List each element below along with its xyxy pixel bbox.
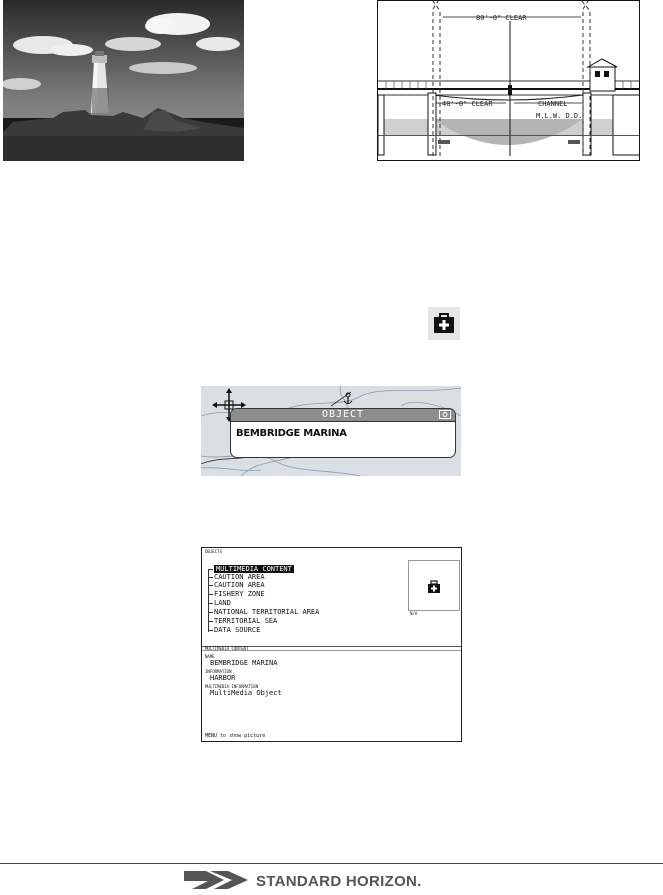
list-item[interactable]: CAUTION AREA	[214, 581, 265, 589]
list-item[interactable]: TERRITORIAL SEA	[214, 617, 278, 625]
name-label: NAME	[205, 654, 215, 659]
footer-rule	[0, 863, 663, 864]
name-value: BEMBRIDGE MARINA	[210, 659, 278, 667]
list-item[interactable]	[214, 565, 294, 573]
picture-preview	[408, 560, 460, 611]
object-name: BEMBRIDGE MARINA	[236, 428, 347, 439]
information-label: INFORMATION	[205, 669, 232, 674]
object-info-panel	[230, 408, 456, 458]
list-item[interactable]: LAND	[214, 599, 231, 607]
list-item[interactable]: CAUTION AREA	[214, 573, 265, 581]
camera-icon[interactable]	[439, 410, 451, 419]
standard-horizon-logo	[184, 870, 250, 890]
objects-header: OBJECTS	[205, 549, 222, 554]
bridge-side-clearance: 40'-0" CLEAR	[442, 100, 493, 108]
brand-name: STANDARD HORIZON.	[256, 873, 422, 890]
object-popup-screenshot	[201, 386, 461, 476]
anchor-icon	[344, 393, 352, 404]
multimedia-info-value: MultiMedia Object	[210, 689, 282, 697]
detail-header: MULTIMEDIA CONTENT	[205, 646, 249, 651]
list-item[interactable]: DATA SOURCE	[214, 626, 261, 634]
divider	[202, 650, 461, 651]
list-item[interactable]: FISHERY ZONE	[214, 590, 265, 598]
multimedia-preview-icon	[409, 561, 459, 610]
bridge-top-clearance: 80'-0" CLEAR	[476, 14, 527, 22]
list-item-selected[interactable]: MULTIMEDIA CONTENT	[216, 565, 292, 573]
lighthouse-photo	[3, 0, 244, 161]
list-item[interactable]: NATIONAL TERRITORIAL AREA	[214, 608, 320, 616]
bridge-datum-label: M.L.W. D.D.	[536, 112, 583, 120]
object-panel-header	[231, 409, 455, 422]
objects-list-screenshot	[201, 547, 462, 742]
multimedia-content-icon	[428, 307, 460, 340]
menu-hint: MENU to show picture	[205, 733, 266, 739]
information-value: HARBOR	[210, 674, 236, 682]
bridge-channel-label: CHANNEL	[538, 100, 568, 108]
tree-connector	[208, 569, 209, 632]
multimedia-info-label: MULTIMEDIA INFORMATION	[205, 684, 258, 689]
object-panel-title: OBJECT	[321, 409, 365, 420]
preview-label: N/A	[410, 611, 418, 616]
bridge-clearance-diagram	[377, 0, 640, 161]
